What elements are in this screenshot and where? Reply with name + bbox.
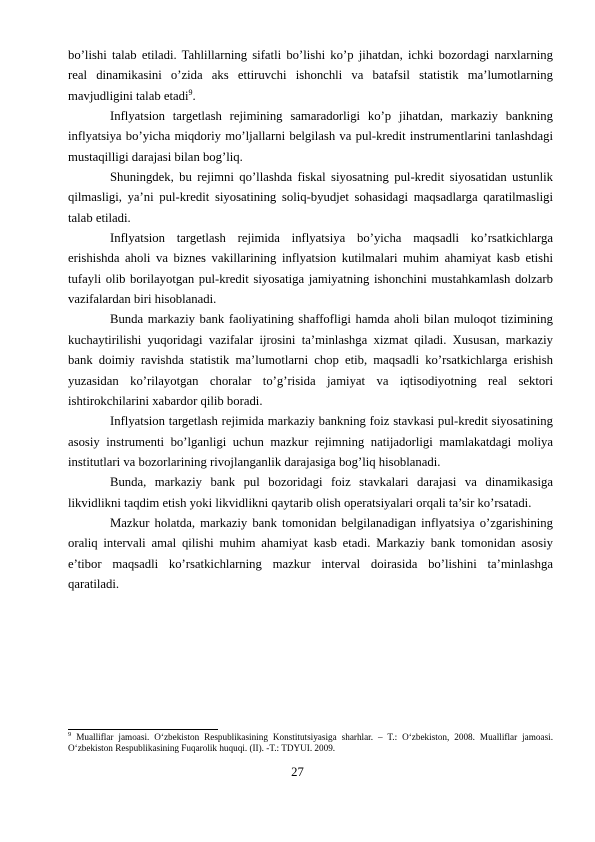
paragraph-5: Bunda markaziy bank faoliyatining shaffofligi hamda aholi bilan muloqot tizimining kuchaytirilishi yuqoridagi vazifalar ijrosini ta’minlashga xizmat qiladi. Xususan, markaziy bank doimiy ravishda statistik ma’lumotlarni chop etib, maqsadli ko’rsatkichlarga erishish yuzasidan ko’rilayotgan choralar to’g’risida jamiyat va iqtisodiyotning real sektori ishtirokchilarini xabardor qilib boradi. <box>68 312 553 408</box>
paragraph-1-text: bo’lishi talab etiladi. Tahlillarning sifatli bo’lishi ko’p jihatdan, ichki bozordagi narxlarning real dinamikasini o’zida aks ettiruvchi ishonchli va batafsil statistik ma’lumotlarning mavjudligini talab etadi <box>68 48 553 103</box>
footnote-number: 9 <box>68 730 72 738</box>
paragraph-1 <box>68 45 553 106</box>
paragraph-2: Inflyatsion targetlash rejimining samaradorligi ko’p jihatdan, markaziy bankning inflyatsiya bo’yicha miqdoriy mo’ljallarni belgilash va pul-kredit instrumentlarini tanlashdagi mustaqilligi darajasi bilan bog’liq. <box>68 109 553 164</box>
paragraph-4: Inflyatsion targetlash rejimida inflyatsiya bo’yicha maqsadli ko’rsatkichlarga erishishda aholi va biznes vakillarining inflyatsion kutilmalari muhim ahamiyat kasb etishi tufayli olib borilayotgan pul-kredit siyosatiga jamiyatning ishonchini mustahkamlash dolzarb vazifalardan biri hisoblanadi. <box>68 231 553 307</box>
body-text <box>68 45 553 594</box>
footnote-text: Mualliflar jamoasi. O‘zbekiston Respublikasining Konstitutsiyasiga sharhlar. – T.: O‘zbekiston, 2008. Mualliflar jamoasi. O‘zbekiston Respublikasining Fuqarolik huquqi. (II). -T.: TDYUI. 2009. <box>68 732 553 754</box>
footnote <box>68 732 553 754</box>
footnote-reference[interactable]: 9 <box>188 87 193 97</box>
page-number: 27 <box>291 765 304 779</box>
paragraph-8: Mazkur holatda, markaziy bank tomonidan belgilanadigan inflyatsiya o’zgarishining oraliq intervali amal qilishi muhim ahamiyat kasb etadi. Markaziy bank tomonidan asosiy e’tibor maqsadli ko’rsatkichlarning mazkur interval doirasida bo’lishini ta’minlashga qaratiladi. <box>68 515 553 591</box>
footnote-separator <box>68 729 218 730</box>
paragraph-6: Inflyatsion targetlash rejimida markaziy bankning foiz stavkasi pul-kredit siyosatining asosiy instrumenti bo’lganligi uchun mazkur rejimning natijadorligi mamlakatdagi moliya institutlari va bozorlarining rivojlanganlik darajasiga bog’liq hisoblanadi. <box>68 414 553 469</box>
paragraph-7: Bunda, markaziy bank pul bozoridagi foiz stavkalari darajasi va dinamikasiga likvidlikni taqdim etish yoki likvidlikni qaytarib olish operatsiyalari orqali ta’sir ko’rsatadi. <box>68 475 553 510</box>
paragraph-3: Shuningdek, bu rejimni qo’llashda fiskal siyosatning pul-kredit siyosatidan ustunlik qilmasligi, ya’ni pul-kredit siyosatining soliq-byudjet sohasidagi maqsadlarga qaratilmasligi talab etiladi. <box>68 170 553 225</box>
paragraph-1-tail: . <box>192 88 196 103</box>
